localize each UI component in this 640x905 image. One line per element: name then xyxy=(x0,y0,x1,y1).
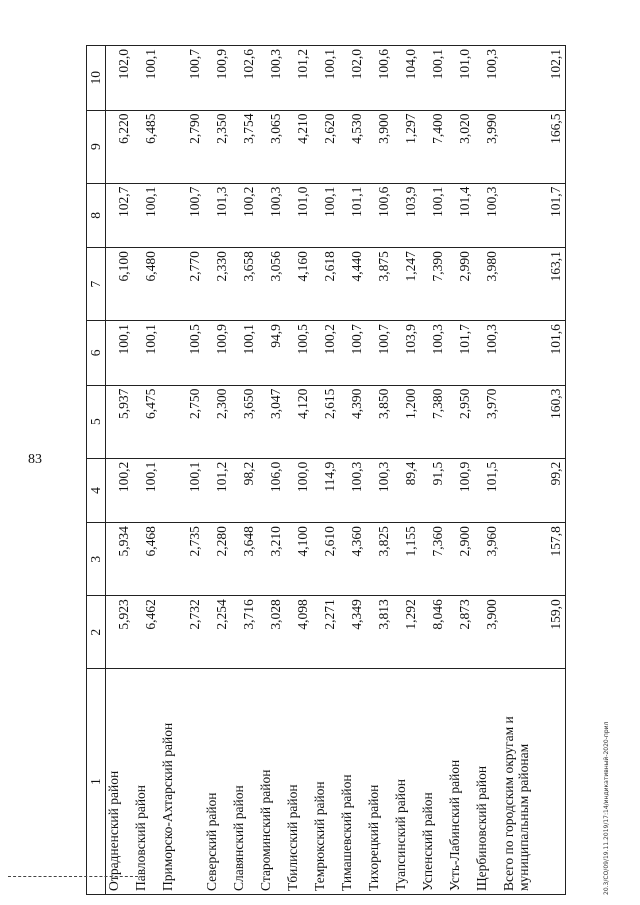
value-cell: 100,3 xyxy=(258,183,285,247)
footer-file-note: 20.3/CO/09/19.11.2019/17:14/индикативный-2020-прил xyxy=(603,721,610,895)
table-row xyxy=(501,46,566,895)
value-cell: 2,330 xyxy=(204,248,231,321)
value-cell: 6,485 xyxy=(133,110,160,183)
value-cell: 104,0 xyxy=(393,46,420,111)
table-row xyxy=(133,46,160,895)
value-cell: 3,825 xyxy=(366,523,393,596)
header-row xyxy=(87,46,106,895)
table-row xyxy=(160,46,204,895)
indicators-table xyxy=(86,45,566,895)
value-cell: 100,3 xyxy=(474,46,501,111)
value-cell: 6,480 xyxy=(133,248,160,321)
header-cell: 9 xyxy=(87,110,106,183)
value-cell: 100,1 xyxy=(312,46,339,111)
value-cell: 6,462 xyxy=(133,596,160,669)
value-cell: 2,620 xyxy=(312,110,339,183)
value-cell: 100,2 xyxy=(231,183,258,247)
value-cell: 100,7 xyxy=(160,183,204,247)
district-name-cell: Тбилисский район xyxy=(285,669,312,895)
value-cell: 101,0 xyxy=(447,46,474,111)
value-cell: 4,210 xyxy=(285,110,312,183)
value-cell: 100,1 xyxy=(106,321,134,385)
value-cell: 4,530 xyxy=(339,110,366,183)
district-name-cell: Приморско-Ахтарский район xyxy=(160,669,204,895)
value-cell: 2,280 xyxy=(204,523,231,596)
value-cell: 91,5 xyxy=(420,458,447,522)
district-name-cell: Отрадненский район xyxy=(106,669,134,895)
value-cell: 3,754 xyxy=(231,110,258,183)
header-cell: 3 xyxy=(87,523,106,596)
value-cell: 8,046 xyxy=(420,596,447,669)
value-cell: 6,475 xyxy=(133,385,160,458)
value-cell: 102,0 xyxy=(339,46,366,111)
value-cell: 5,934 xyxy=(106,523,134,596)
header-cell: 4 xyxy=(87,458,106,522)
value-cell: 2,990 xyxy=(447,248,474,321)
table-body xyxy=(106,46,566,895)
value-cell: 100,1 xyxy=(420,183,447,247)
value-cell: 100,3 xyxy=(339,458,366,522)
value-cell: 7,360 xyxy=(420,523,447,596)
district-name-cell: Северский район xyxy=(204,669,231,895)
value-cell: 3,065 xyxy=(258,110,285,183)
value-cell: 1,155 xyxy=(393,523,420,596)
value-cell: 100,1 xyxy=(133,321,160,385)
value-cell: 3,900 xyxy=(366,110,393,183)
value-cell: 100,5 xyxy=(285,321,312,385)
district-name-cell: Щербиновский район xyxy=(474,669,501,895)
value-cell: 2,735 xyxy=(160,523,204,596)
table-row xyxy=(366,46,393,895)
value-cell: 101,3 xyxy=(204,183,231,247)
value-cell: 100,0 xyxy=(285,458,312,522)
value-cell: 160,3 xyxy=(501,385,566,458)
value-cell: 102,6 xyxy=(231,46,258,111)
value-cell: 163,1 xyxy=(501,248,566,321)
value-cell: 2,732 xyxy=(160,596,204,669)
value-cell: 99,2 xyxy=(501,458,566,522)
value-cell: 101,2 xyxy=(285,46,312,111)
district-name-cell: Туапсинский район xyxy=(393,669,420,895)
value-cell: 3,650 xyxy=(231,385,258,458)
page-number: 83 xyxy=(28,452,42,467)
value-cell: 6,220 xyxy=(106,110,134,183)
value-cell: 101,4 xyxy=(447,183,474,247)
value-cell: 103,9 xyxy=(393,183,420,247)
value-cell: 2,790 xyxy=(160,110,204,183)
value-cell: 100,2 xyxy=(312,321,339,385)
value-cell: 4,100 xyxy=(285,523,312,596)
value-cell: 1,297 xyxy=(393,110,420,183)
header-cell: 5 xyxy=(87,385,106,458)
value-cell: 3,970 xyxy=(474,385,501,458)
value-cell: 5,937 xyxy=(106,385,134,458)
value-cell: 3,960 xyxy=(474,523,501,596)
value-cell: 100,6 xyxy=(366,46,393,111)
value-cell: 3,047 xyxy=(258,385,285,458)
value-cell: 2,610 xyxy=(312,523,339,596)
value-cell: 100,3 xyxy=(258,46,285,111)
rotated-table-container xyxy=(86,45,564,895)
value-cell: 3,716 xyxy=(231,596,258,669)
value-cell: 101,1 xyxy=(339,183,366,247)
value-cell: 5,923 xyxy=(106,596,134,669)
value-cell: 102,1 xyxy=(501,46,566,111)
value-cell: 7,380 xyxy=(420,385,447,458)
value-cell: 166,5 xyxy=(501,110,566,183)
value-cell: 3,056 xyxy=(258,248,285,321)
value-cell: 2,900 xyxy=(447,523,474,596)
value-cell: 100,7 xyxy=(339,321,366,385)
value-cell: 4,390 xyxy=(339,385,366,458)
value-cell: 106,0 xyxy=(258,458,285,522)
value-cell: 2,618 xyxy=(312,248,339,321)
value-cell: 100,3 xyxy=(366,458,393,522)
value-cell: 159,0 xyxy=(501,596,566,669)
table-row xyxy=(106,46,134,895)
value-cell: 94,9 xyxy=(258,321,285,385)
table-row xyxy=(231,46,258,895)
header-cell: 2 xyxy=(87,596,106,669)
value-cell: 101,7 xyxy=(501,183,566,247)
value-cell: 3,850 xyxy=(366,385,393,458)
value-cell: 3,980 xyxy=(474,248,501,321)
value-cell: 3,813 xyxy=(366,596,393,669)
value-cell: 2,254 xyxy=(204,596,231,669)
value-cell: 100,9 xyxy=(204,321,231,385)
value-cell: 7,390 xyxy=(420,248,447,321)
value-cell: 100,1 xyxy=(133,458,160,522)
value-cell: 3,020 xyxy=(447,110,474,183)
value-cell: 100,3 xyxy=(474,321,501,385)
value-cell: 2,615 xyxy=(312,385,339,458)
table-row xyxy=(204,46,231,895)
table-row xyxy=(258,46,285,895)
value-cell: 100,5 xyxy=(160,321,204,385)
value-cell: 100,7 xyxy=(160,46,204,111)
district-name-cell: Тихорецкий район xyxy=(366,669,393,895)
value-cell: 3,658 xyxy=(231,248,258,321)
value-cell: 100,7 xyxy=(366,321,393,385)
value-cell: 100,9 xyxy=(204,46,231,111)
value-cell: 89,4 xyxy=(393,458,420,522)
district-name-cell: Всего по городским округам и муниципальным районам xyxy=(501,669,566,895)
value-cell: 102,7 xyxy=(106,183,134,247)
value-cell: 2,300 xyxy=(204,385,231,458)
value-cell: 2,750 xyxy=(160,385,204,458)
value-cell: 3,210 xyxy=(258,523,285,596)
value-cell: 102,0 xyxy=(106,46,134,111)
header-cell: 8 xyxy=(87,183,106,247)
value-cell: 101,5 xyxy=(474,458,501,522)
value-cell: 3,990 xyxy=(474,110,501,183)
header-cell: 1 xyxy=(87,669,106,895)
value-cell: 4,349 xyxy=(339,596,366,669)
scan-edge-dashes xyxy=(8,876,138,877)
value-cell: 4,360 xyxy=(339,523,366,596)
value-cell: 7,400 xyxy=(420,110,447,183)
value-cell: 100,1 xyxy=(312,183,339,247)
value-cell: 2,873 xyxy=(447,596,474,669)
value-cell: 100,1 xyxy=(231,321,258,385)
value-cell: 100,1 xyxy=(133,46,160,111)
value-cell: 4,440 xyxy=(339,248,366,321)
value-cell: 100,6 xyxy=(366,183,393,247)
value-cell: 1,247 xyxy=(393,248,420,321)
value-cell: 157,8 xyxy=(501,523,566,596)
value-cell: 100,2 xyxy=(106,458,134,522)
district-name-cell: Темрюкский район xyxy=(312,669,339,895)
value-cell: 100,1 xyxy=(133,183,160,247)
table-row xyxy=(447,46,474,895)
value-cell: 101,2 xyxy=(204,458,231,522)
table-row xyxy=(312,46,339,895)
value-cell: 3,875 xyxy=(366,248,393,321)
value-cell: 114,9 xyxy=(312,458,339,522)
value-cell: 3,900 xyxy=(474,596,501,669)
value-cell: 3,028 xyxy=(258,596,285,669)
value-cell: 2,350 xyxy=(204,110,231,183)
value-cell: 100,1 xyxy=(420,46,447,111)
value-cell: 1,292 xyxy=(393,596,420,669)
district-name-cell: Тимашевский район xyxy=(339,669,366,895)
value-cell: 4,160 xyxy=(285,248,312,321)
district-name-cell: Староминский район xyxy=(258,669,285,895)
district-name-cell: Усть-Лабинский район xyxy=(447,669,474,895)
table-row xyxy=(474,46,501,895)
value-cell: 103,9 xyxy=(393,321,420,385)
district-name-cell: Славянский район xyxy=(231,669,258,895)
value-cell: 6,468 xyxy=(133,523,160,596)
header-cell: 6 xyxy=(87,321,106,385)
table-row xyxy=(339,46,366,895)
table-row xyxy=(420,46,447,895)
value-cell: 2,770 xyxy=(160,248,204,321)
value-cell: 100,1 xyxy=(160,458,204,522)
district-name-cell: Успенский район xyxy=(420,669,447,895)
value-cell: 4,120 xyxy=(285,385,312,458)
value-cell: 100,9 xyxy=(447,458,474,522)
value-cell: 2,950 xyxy=(447,385,474,458)
value-cell: 100,3 xyxy=(420,321,447,385)
value-cell: 98,2 xyxy=(231,458,258,522)
value-cell: 4,098 xyxy=(285,596,312,669)
value-cell: 101,6 xyxy=(501,321,566,385)
table-row xyxy=(393,46,420,895)
value-cell: 6,100 xyxy=(106,248,134,321)
value-cell: 100,3 xyxy=(474,183,501,247)
district-name-cell: Павловский район xyxy=(133,669,160,895)
header-cell: 7 xyxy=(87,248,106,321)
table-row xyxy=(285,46,312,895)
value-cell: 101,7 xyxy=(447,321,474,385)
value-cell: 2,271 xyxy=(312,596,339,669)
value-cell: 1,200 xyxy=(393,385,420,458)
value-cell: 3,648 xyxy=(231,523,258,596)
header-cell: 10 xyxy=(87,46,106,111)
value-cell: 101,0 xyxy=(285,183,312,247)
